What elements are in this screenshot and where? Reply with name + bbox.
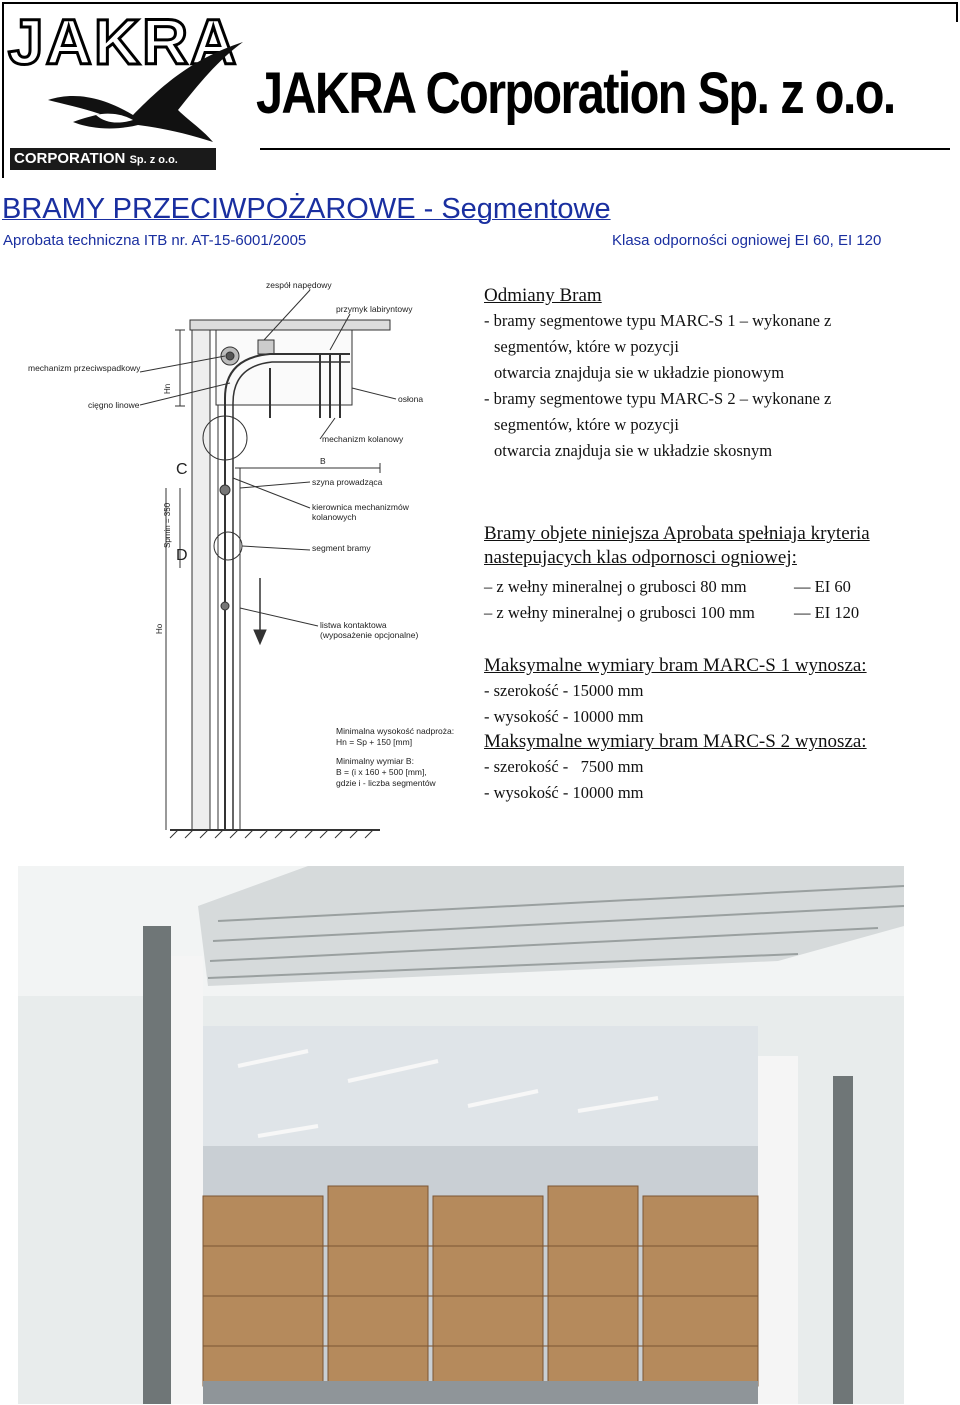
dims-heading-2: Maksymalne wymiary bram MARC-S 2 wynosza:	[484, 731, 867, 752]
dims-heading-1: Maksymalne wymiary bram MARC-S 1 wynosza:	[484, 655, 867, 676]
approval-number: Aprobata techniczna ITB nr. AT-15-6001/2005	[3, 232, 307, 249]
label-hn: Hn	[163, 383, 172, 394]
header-rule-right	[956, 2, 958, 22]
logo-badge-text: CORPORATION	[14, 150, 126, 167]
header-rule	[252, 2, 958, 4]
criteria-row-2-text: – z wełny mineralnej o grubosci 100 mm	[484, 603, 755, 622]
logo-badge-small: Sp. z o.o.	[129, 154, 178, 166]
label-cover: osłona	[398, 394, 424, 404]
criteria-row-2-class: — EI 120	[794, 603, 860, 622]
label-segment: segment bramy	[312, 543, 371, 553]
logo-wordmark: JAKRA	[8, 6, 239, 78]
types-line-1: - bramy segmentowe typu MARC-S 1 – wykonane z	[484, 311, 832, 330]
dims-2-width: - szerokość - 7500 mm	[484, 757, 644, 776]
criteria-row-2	[484, 600, 870, 626]
label-ho: Ho	[155, 623, 164, 634]
dims-1-height: - wysokość - 10000 mm	[484, 707, 644, 726]
criteria-heading-2: nastepujacych klas odpornosci ogniowej:	[484, 547, 797, 568]
label-spmin: Spmin = 350	[163, 502, 172, 548]
label-min-b: Minimalny wymiar B:	[336, 756, 414, 766]
gate-photo	[18, 866, 904, 1404]
logo-badge	[10, 148, 216, 170]
label-anti-fall: mechanizm przeciwspadkowy	[28, 363, 141, 373]
company-underline	[260, 148, 950, 150]
label-min-lintel-formula: Hn = Sp + 150 [mm]	[336, 737, 413, 747]
criteria-heading-1: Bramy objete niniejsza Aprobata spełniaja kryteria	[484, 523, 870, 544]
label-knee: mechanizm kolanowy	[322, 434, 404, 444]
seagull-icon	[38, 30, 248, 150]
fire-resistance-class: Klasa odporności ogniowej EI 60, EI 120	[612, 232, 882, 249]
label-contact: listwa kontaktowa	[320, 620, 387, 630]
types-line-3: otwarcia znajduja sie w układzie pionowym	[494, 363, 785, 382]
company-logo	[8, 6, 239, 170]
criteria-row-1	[484, 574, 870, 600]
label-labyrinth: przymyk labiryntowy	[336, 304, 413, 314]
types-line-5: segmentów, które w pozycji	[494, 415, 679, 434]
company-name: JAKRA Corporation Sp. z o.o.	[256, 61, 895, 126]
dims-1-width: - szerokość - 15000 mm	[484, 681, 644, 700]
criteria-row-1-text: – z wełny mineralnej o grubosci 80 mm	[484, 577, 747, 596]
label-min-lintel: Minimalna wysokość nadproża:	[336, 726, 455, 736]
section-types	[484, 284, 831, 464]
section-criteria	[484, 522, 870, 626]
document-title: BRAMY PRZECIWPOŻAROWE - Segmentowe	[2, 193, 611, 225]
label-contact-2: (wyposażenie opcjonalne)	[320, 630, 419, 640]
types-line-2: segmentów, które w pozycji	[494, 337, 679, 356]
label-rail: szyna prowadząca	[312, 477, 383, 487]
label-b: B	[320, 456, 326, 466]
types-heading: Odmiany Bram	[484, 285, 602, 306]
section-dimensions	[484, 654, 867, 806]
label-d: D	[176, 547, 188, 564]
label-guide: kierownica mechanizmów	[312, 502, 409, 512]
types-line-4: - bramy segmentowe typu MARC-S 2 – wykonane z	[484, 389, 832, 408]
label-drive: zespół napędowy	[266, 280, 332, 290]
label-c: C	[176, 461, 188, 478]
label-min-b-formula: B = (i x 160 + 500 [mm],	[336, 767, 427, 777]
dims-2-height: - wysokość - 10000 mm	[484, 783, 644, 802]
label-cable: cięgno linowe	[88, 400, 140, 410]
types-line-6: otwarcia znajduja sie w układzie skosnym	[494, 441, 773, 460]
technical-drawing	[20, 278, 470, 848]
label-guide-2: kolanowych	[312, 512, 357, 522]
criteria-row-1-class: — EI 60	[794, 577, 851, 596]
label-min-b-note: gdzie i - liczba segmentów	[336, 778, 436, 788]
